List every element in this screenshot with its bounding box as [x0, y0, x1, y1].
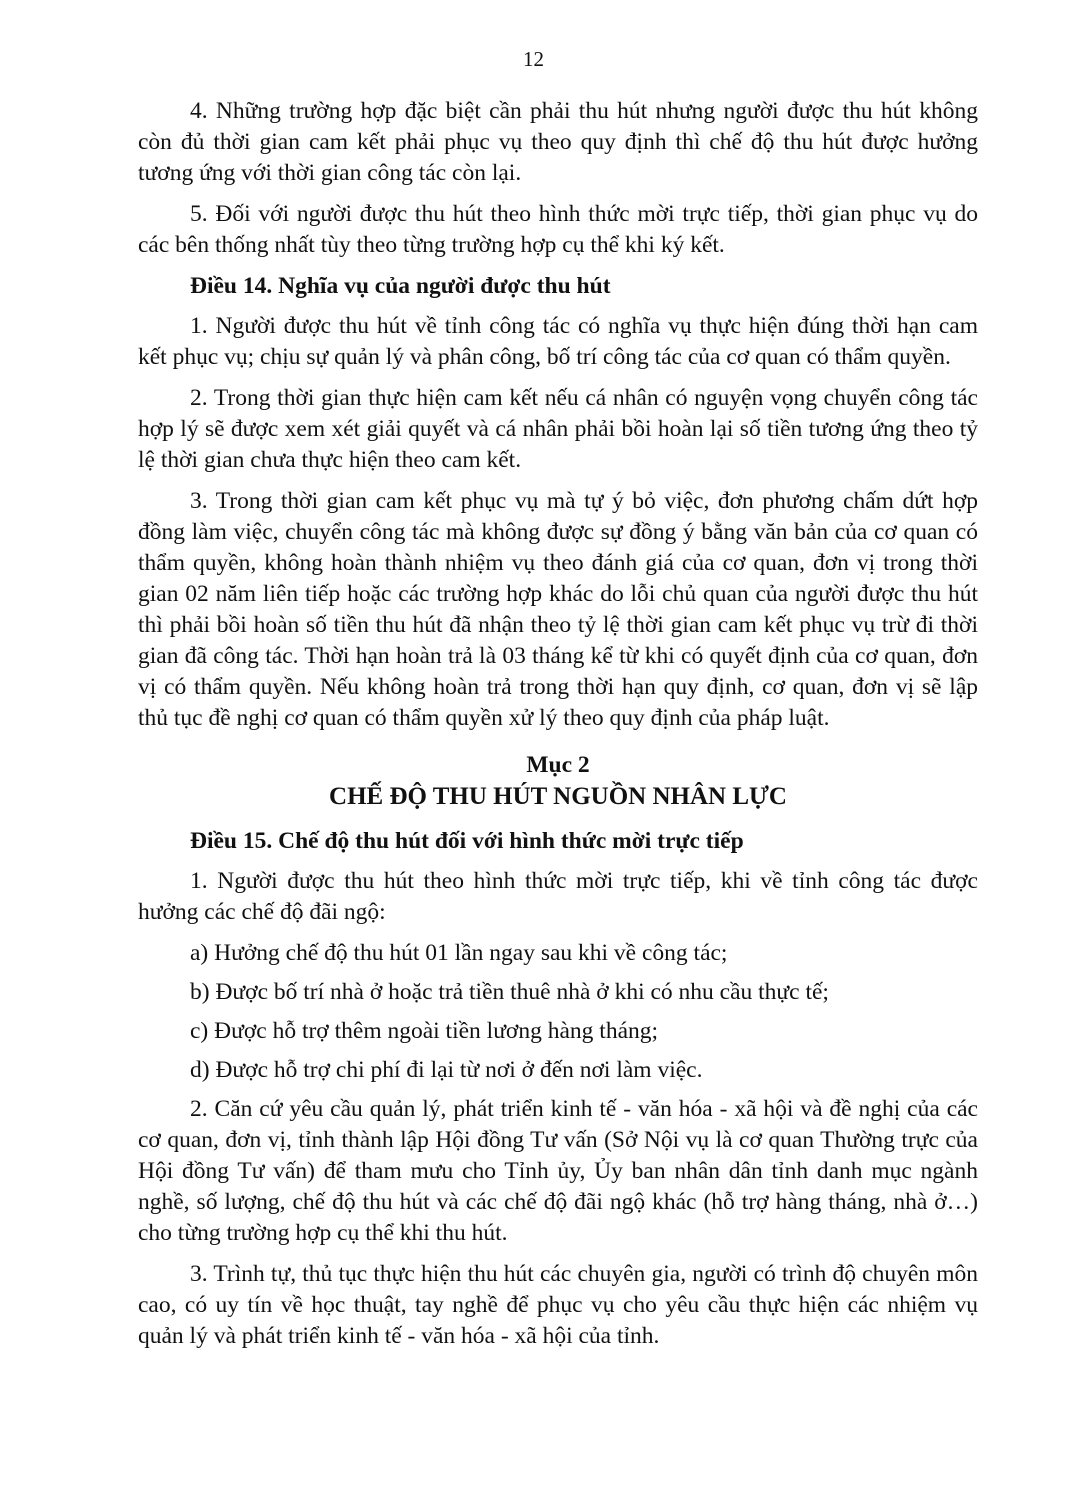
article-14-clause-1: 1. Người được thu hút về tỉnh công tác có nghĩa vụ thực hiện đúng thời hạn cam kết phục vụ; chịu sự quản lý và phân công, bố trí công tác của cơ quan có thẩm quyền.: [138, 313, 978, 370]
document-body: [138, 96, 978, 1362]
article-15-clause-2: 2. Căn cứ yêu cầu quản lý, phát triển kinh tế - văn hóa - xã hội và đề nghị của các cơ quan, đơn vị, tỉnh thành lập Hội đồng Tư vấn (Sở Nội vụ là cơ quan Thường trực của Hội đồng Tư vấn) để tham mưu cho Tỉnh ủy, Ủy ban nhân dân tỉnh danh mục ngành nghề, số lượng, chế độ thu hút và các chế độ đãi ngộ khác (hỗ trợ hàng tháng, nhà ở…) cho từng trường hợp cụ thể khi thu hút.: [138, 1096, 978, 1246]
article-14-clause-3: 3. Trong thời gian cam kết phục vụ mà tự ý bỏ việc, đơn phương chấm dứt hợp đồng làm việc, chuyển công tác mà không được sự đồng ý bằng văn bản của cơ quan có thẩm quyền, không hoàn thành nhiệm vụ theo đánh giá của cơ quan, đơn vị trong thời gian 02 năm liên tiếp hoặc các trường hợp khác do lỗi chủ quan của người được thu hút thì phải bồi hoàn số tiền thu hút đã nhận theo tỷ lệ thời gian cam kết phục vụ trừ đi thời gian đã công tác. Thời hạn hoàn trả là 03 tháng kể từ khi có quyết định của cơ quan, đơn vị có thẩm quyền. Nếu không hoàn trả trong thời hạn quy định, cơ quan, đơn vị sẽ lập thủ tục đề nghị cơ quan có thẩm quyền xử lý theo quy định của pháp luật.: [138, 488, 978, 731]
article-14-clause-2: 2. Trong thời gian thực hiện cam kết nếu cá nhân có nguyện vọng chuyển công tác hợp lý sẽ được xem xét giải quyết và cá nhân phải bồi hoàn lại số tiền tương ứng theo tỷ lệ thời gian chưa thực hiện theo cam kết.: [138, 385, 978, 473]
article-15-clause-3: 3. Trình tự, thủ tục thực hiện thu hút các chuyên gia, người có trình độ chuyên môn cao, có uy tín về học thuật, tay nghề để phục vụ cho yêu cầu thực hiện các nhiệm vụ quản lý và phát triển kinh tế - văn hóa - xã hội của tỉnh.: [138, 1261, 978, 1349]
page-number: 12: [523, 47, 544, 71]
article-15-item-a: a) Hưởng chế độ thu hút 01 lần ngay sau khi về công tác;: [190, 940, 728, 966]
article-15-item-b: b) Được bố trí nhà ở hoặc trả tiền thuê nhà ở khi có nhu cầu thực tế;: [190, 979, 829, 1005]
article-15-item-d: d) Được hỗ trợ chi phí đi lại từ nơi ở đến nơi làm việc.: [190, 1057, 703, 1083]
article-14-title: Điều 14. Nghĩa vụ của người được thu hút: [190, 273, 611, 299]
clause-4: 4. Những trường hợp đặc biệt cần phải thu hút nhưng người được thu hút không còn đủ thời gian cam kết phải phục vụ theo quy định thì chế độ thu hút được hưởng tương ứng với thời gian công tác còn lại.: [138, 98, 978, 186]
section-label: Mục 2: [526, 752, 590, 778]
article-15-clause-1: 1. Người được thu hút theo hình thức mời trực tiếp, khi về tỉnh công tác được hưởng các chế độ đãi ngộ:: [138, 868, 978, 925]
article-15-title: Điều 15. Chế độ thu hút đối với hình thức mời trực tiếp: [190, 828, 744, 854]
article-15-item-c: c) Được hỗ trợ thêm ngoài tiền lương hàng tháng;: [190, 1018, 659, 1044]
section-title: CHẾ ĐỘ THU HÚT NGUỒN NHÂN LỰC: [329, 783, 787, 810]
clause-5: 5. Đối với người được thu hút theo hình thức mời trực tiếp, thời gian phục vụ do các bên thống nhất tùy theo từng trường hợp cụ thể khi ký kết.: [138, 201, 978, 258]
